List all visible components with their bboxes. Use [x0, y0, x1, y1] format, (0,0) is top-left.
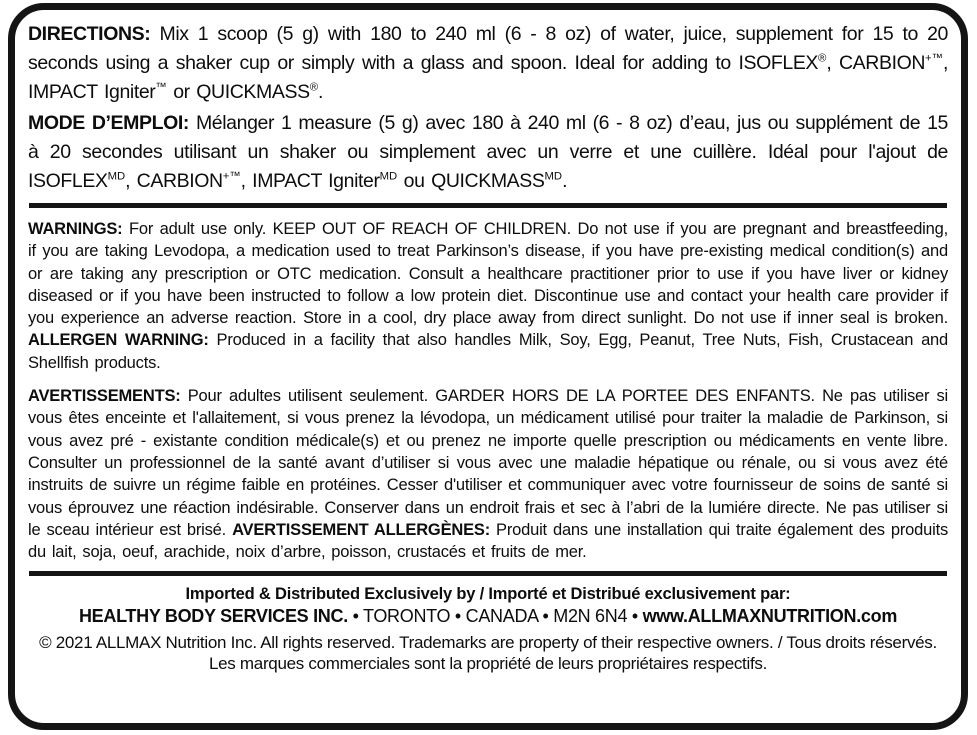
- company-address-line: HEALTHY BODY SERVICES INC. • TORONTO • CANADA • M2N 6N4 • www.ALLMAXNUTRITION.com: [78, 606, 898, 627]
- directions-fr-paragraph: MODE D’EMPLOI: Mélanger 1 measure (5 g) avec 180 à 240 ml (6 - 8 oz) d’eau, jus ou supplément de 15 à 20 secondes utilisant un shaker ou simplement avec un verre et une cuillère. Idéal pour l'ajout de $ISOFLEX^{MD}$, CARBION+™, IMPACT Igniter$^{MD}$ ou $QUICKMASS^{MD}$.: [28, 112, 948, 192]
- distribution-line: Imported & Distributed Exclusively by / Importé et Distribué exclusivement par:: [185, 585, 791, 604]
- warnings-en-paragraph: WARNINGS: For adult use only. KEEP OUT OF REACH OF CHILDREN. Do not use if you are pregnant and breastfeeding, if you are taking Levodopa, a medication used to treat Parkinson’s disease, if you have pre-existing medical condition(s) and or are taking any prescription or OTC medication. Consult a healthcare practitioner prior to use if you have liver or kidney diseased or if you have been instructed to follow a low protein diet. Discontinue use and contact your health care provider if you experience an adverse reaction. Store in a cool, dry place away from direct sunlight. Do not use if inner seal is broken. ALLERGEN WARNING: Produced in a facility that also handles Milk, Soy, Egg, Peanut, Tree Nuts, Fish, Crustacean and Shellfish products.: [28, 220, 949, 372]
- supplement-label-panel: [8, 3, 968, 730]
- warnings-section: [28, 218, 948, 563]
- trademark-line: Les marques commerciales sont la propriété de leurs propriétaires respectifs.: [209, 654, 767, 674]
- directions-en-paragraph: DIRECTIONS: Mix 1 scoop (5 g) with 180 to 240 ml (6 - 8 oz) of water, juice, supplement for 15 to 20 seconds using a shaker cup or simply with a glass and spoon. Ideal for adding to ISOFLEX®, CARBION+™, IMPACT Igniter™ or QUICKMASS®.: [28, 23, 948, 103]
- warnings-fr-paragraph: AVERTISSEMENTS: Pour adultes utilisent seulement. GARDER HORS DE LA PORTEE DES ENFANTS. Ne pas utiliser si vous êtes enceinte et l'allaitement, si vous prenez la lévodopa, un médicament utilisé pour traiter la maladie de Parkinson, si vous avez pré - existante condition médicale(s) et ou prenez ne importe quelle prescription ou médicaments en vente libre. Consulter un professionnel de la santé avant d’utiliser si vous avec une maladie hépatique ou rénale, ou si vous avez été instruits de suivre un régime faible en protéines. Cesser d'utiliser et communiquer avec votre fournisseur de soins de santé si vous éprouvez une réaction indésirable. Conserver dans un endroit frais et sec à l’abri de la lumiére directe. Ne pas utiliser si le sceau intérieur est brisé. AVERTISSEMENT ALLERGÈNES: Produit dans une installation qui traite également des produits du lait, soja, oeuf, arachide, noix d’arbre, poisson, crustacés et fruits de mer.: [28, 387, 949, 562]
- footer-section: [28, 584, 948, 674]
- section-divider-bottom: [29, 571, 947, 576]
- copyright-line: © 2021 ALLMAX Nutrition Inc. All rights reserved. Trademarks are property of their respective owners. / Tous droits réservés.: [39, 633, 937, 653]
- directions-section: [28, 20, 948, 196]
- section-divider-top: [29, 203, 947, 208]
